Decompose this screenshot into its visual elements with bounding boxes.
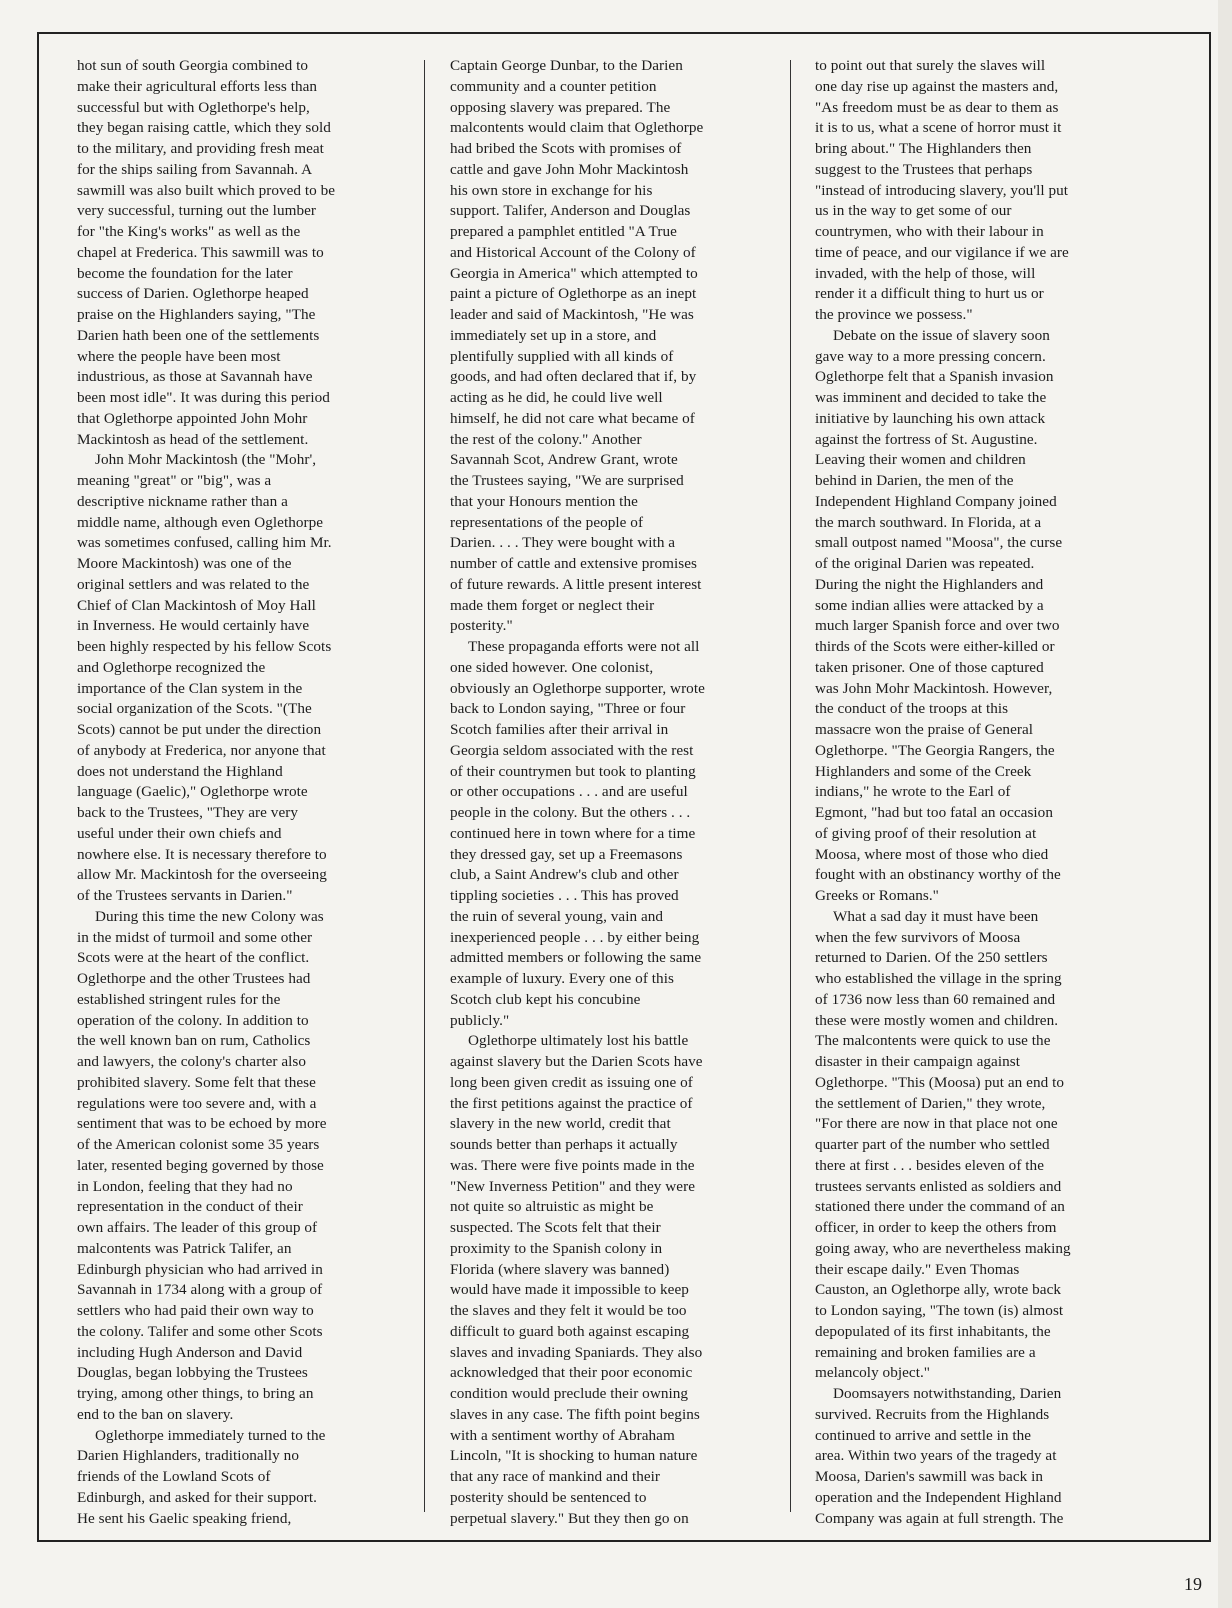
text-line: tippling societies . . . This has proved xyxy=(450,887,679,904)
text-line: not quite so altruistic as might be xyxy=(450,1198,654,1216)
text-line: posterity." xyxy=(450,617,513,635)
text-line: opposing slavery was prepared. The xyxy=(450,98,671,116)
text-line: melancoly object." xyxy=(815,1364,931,1382)
text-line: of the original Darien was repeated. xyxy=(815,555,1035,572)
text-line: Scotch families after their arrival in xyxy=(450,721,669,738)
column-divider xyxy=(424,60,425,1512)
text-line: "For there are now in that place not one xyxy=(815,1115,1058,1133)
text-line: of future rewards. A little present interest xyxy=(450,575,702,593)
text-line: Darien. . . . They were bought with a xyxy=(450,534,676,552)
text-line: was imminent and decided to take the xyxy=(815,389,1047,406)
text-line: of the Trustees servants in Darien." xyxy=(77,887,293,904)
text-line: Oglethorpe. "This (Moosa) put an end to xyxy=(815,1073,1064,1091)
text-line: Moosa, Darien's sawmill was back in xyxy=(815,1468,1044,1485)
text-line: of anybody at Frederica, nor anyone that xyxy=(77,741,326,759)
text-line: "As freedom must be as dear to them as xyxy=(815,98,1059,116)
text-column-2 xyxy=(450,56,770,1529)
text-line: in London, feeling that they had no xyxy=(77,1177,293,1195)
text-line: Company was again at full strength. The xyxy=(815,1509,1064,1527)
text-line: going away, who are nevertheless making xyxy=(815,1239,1071,1257)
text-line: Oglethorpe. "The Georgia Rangers, the xyxy=(815,741,1055,759)
text-line: trustees servants enlisted as soldiers and xyxy=(815,1177,1062,1195)
text-line: Leaving their women and children xyxy=(815,451,1026,469)
text-line: Georgia seldom associated with the rest xyxy=(450,741,694,759)
text-line: or other occupations . . . and are useful xyxy=(450,783,688,801)
text-line: the first petitions against the practice of xyxy=(450,1094,693,1112)
text-line: established stringent rules for the xyxy=(77,990,281,1008)
text-line: friends of the Lowland Scots of xyxy=(77,1468,271,1485)
text-line: his own store in exchange for his xyxy=(450,181,653,199)
text-line: sounds better than perhaps it actually xyxy=(450,1136,678,1153)
text-line: and Historical Account of the Colony of xyxy=(450,243,696,261)
text-line: countrymen, who with their labour in xyxy=(815,223,1044,240)
text-line: The malcontents were quick to use the xyxy=(815,1032,1051,1050)
text-line: slaves in any case. The fifth point begins xyxy=(450,1405,700,1423)
text-line: and Oglethorpe recognized the xyxy=(77,658,266,676)
text-line: language (Gaelic)," Oglethorpe wrote xyxy=(77,783,308,801)
text-line: would have made it impossible to keep xyxy=(450,1281,689,1299)
text-line: proximity to the Spanish colony in xyxy=(450,1239,663,1257)
text-line: indians," he wrote to the Earl of xyxy=(815,783,1011,801)
text-line: where the people have been most xyxy=(77,347,281,365)
text-line: Debate on the issue of slavery soon xyxy=(833,326,1050,344)
text-line: back to the Trustees, "They are very xyxy=(77,804,298,821)
text-line: "instead of introducing slavery, you'll put xyxy=(815,181,1069,199)
text-line: the conduct of the troops at this xyxy=(815,700,1009,718)
text-line: for "the King's works" as well as the xyxy=(77,223,301,240)
text-line: success of Darien. Oglethorpe heaped xyxy=(77,285,309,303)
text-line: acknowledged that their poor economic xyxy=(450,1364,693,1382)
text-line: suggest to the Trustees that perhaps xyxy=(815,160,1033,178)
text-line: the march southward. In Florida, at a xyxy=(815,513,1042,531)
text-line: the settlement of Darien," they wrote, xyxy=(815,1094,1046,1112)
text-line: Oglethorpe immediately turned to the xyxy=(95,1426,326,1444)
text-line: behind in Darien, the men of the xyxy=(815,472,1014,489)
text-line: to point out that surely the slaves will xyxy=(815,57,1046,74)
text-line: disaster in their campaign against xyxy=(815,1053,1020,1070)
text-line: been most idle". It was during this period xyxy=(77,389,330,406)
text-line: paint a picture of Oglethorpe as an inept xyxy=(450,285,697,303)
text-line: himself, he did not care what became of xyxy=(450,409,695,427)
text-line: bring about." The Highlanders then xyxy=(815,140,1032,157)
text-line: long been given credit as issuing one of xyxy=(450,1073,693,1091)
text-line: who established the village in the spring xyxy=(815,970,1062,987)
text-line: to London saying, "The town (is) almost xyxy=(815,1302,1064,1319)
text-line: end to the ban on slavery. xyxy=(77,1405,234,1423)
text-line: support. Talifer, Anderson and Douglas xyxy=(450,202,691,220)
text-line: later, resented beging governed by those xyxy=(77,1156,324,1174)
text-line: Captain George Dunbar, to the Darien xyxy=(450,57,683,74)
text-line: that Oglethorpe appointed John Mohr xyxy=(77,409,308,427)
text-line: Scots) cannot be put under the direction xyxy=(77,721,322,738)
text-line: of the American colonist some 35 years xyxy=(77,1136,320,1153)
text-line: social organization of the Scots. "(The xyxy=(77,700,312,718)
text-line: Oglethorpe and the other Trustees had xyxy=(77,970,311,987)
text-line: stationed there under the command of an xyxy=(815,1198,1065,1216)
text-line: perpetual slavery." But they then go on xyxy=(450,1509,689,1527)
text-line: Savannah Scot, Andrew Grant, wrote xyxy=(450,451,678,469)
text-line: that any race of mankind and their xyxy=(450,1468,661,1485)
text-line: time of peace, and our vigilance if we are xyxy=(815,243,1069,261)
text-line: settlers who had paid their own way to xyxy=(77,1302,314,1319)
text-line: number of cattle and extensive promises xyxy=(450,555,697,572)
text-line: one sided however. One colonist, xyxy=(450,658,654,676)
text-line: allow Mr. Mackintosh for the overseeing xyxy=(77,866,327,884)
text-line: was John Mohr Mackintosh. However, xyxy=(815,679,1053,697)
text-line: difficult to guard both against escaping xyxy=(450,1322,690,1340)
text-line: importance of the Clan system in the xyxy=(77,679,303,697)
article-frame xyxy=(37,32,1211,1542)
text-line: Florida (where slavery was banned) xyxy=(450,1260,670,1278)
text-line: render it a difficult thing to hurt us or xyxy=(815,285,1044,303)
text-column-3 xyxy=(815,56,1135,1529)
text-line: returned to Darien. Of the 250 settlers xyxy=(815,949,1048,967)
text-line: become the foundation for the later xyxy=(77,264,293,282)
text-line: suspected. The Scots felt that their xyxy=(450,1219,661,1236)
text-line: in Inverness. He would certainly have xyxy=(77,617,310,635)
text-line: the Trustees saying, "We are surprised xyxy=(450,472,684,489)
text-line: Georgia in America" which attempted to xyxy=(450,264,698,282)
text-line: there at first . . . besides eleven of the xyxy=(815,1156,1044,1174)
text-line: club, a Saint Andrew's club and other xyxy=(450,866,679,884)
text-line: industrious, as those at Savannah have xyxy=(77,368,313,386)
text-line: the rest of the colony." Another xyxy=(450,430,642,448)
text-line: chapel at Frederica. This sawmill was to xyxy=(77,243,324,261)
paragraph xyxy=(77,56,397,450)
text-line: Moore Mackintosh) was one of the xyxy=(77,555,292,572)
text-line: very successful, turning out the lumber xyxy=(77,202,316,220)
paragraph xyxy=(450,56,770,637)
text-line: continued to arrive and settle in the xyxy=(815,1426,1032,1444)
text-line: does not understand the Highland xyxy=(77,762,283,780)
text-line: "New Inverness Petition" and they were xyxy=(450,1177,695,1195)
text-line: continued here in town where for a time xyxy=(450,824,696,842)
text-line: John Mohr Mackintosh (the "Mohr', xyxy=(95,451,317,469)
text-line: obviously an Oglethorpe supporter, wrote xyxy=(450,679,705,697)
text-line: made them forget or neglect their xyxy=(450,596,655,614)
text-line: malcontents was Patrick Talifer, an xyxy=(77,1239,292,1257)
page-edge xyxy=(1218,0,1232,1608)
text-line: cattle and gave John Mohr Mackintosh xyxy=(450,160,689,178)
text-line: invaded, with the help of those, will xyxy=(815,264,1036,282)
text-line: much larger Spanish force and over two xyxy=(815,617,1060,635)
text-line: small outpost named "Moosa", the curse xyxy=(815,534,1063,552)
text-line: admitted members or following the same xyxy=(450,949,702,967)
text-line: in the midst of turmoil and some other xyxy=(77,928,313,946)
text-line: example of luxury. Every one of this xyxy=(450,970,674,987)
paragraph xyxy=(815,1384,1135,1529)
text-line: praise on the Highlanders saying, "The xyxy=(77,306,316,323)
text-line: prepared a pamphlet entitled "A True xyxy=(450,223,677,240)
text-line: successful but with Oglethorpe's help, xyxy=(77,98,310,116)
text-line: representation in the conduct of their xyxy=(77,1198,303,1216)
text-line: Scotch club kept his concubine xyxy=(450,990,641,1008)
text-line: Darien Highlanders, traditionally no xyxy=(77,1447,299,1465)
text-line: taken prisoner. One of those captured xyxy=(815,658,1044,676)
text-line: sawmill was also built which proved to be xyxy=(77,181,336,199)
text-line: against the fortress of St. Augustine. xyxy=(815,430,1038,448)
text-line: prohibited slavery. Some felt that these xyxy=(77,1073,316,1091)
text-line: descriptive nickname rather than a xyxy=(77,492,288,510)
text-line: goods, and had often declared that if, by xyxy=(450,368,697,386)
text-line: publicly." xyxy=(450,1011,510,1029)
text-line: own affairs. The leader of this group of xyxy=(77,1219,318,1236)
text-line: leader and said of Mackintosh, "He was xyxy=(450,306,694,323)
text-line: was sometimes confused, calling him Mr. xyxy=(77,534,332,552)
text-line: Egmont, "had but too fatal an occasion xyxy=(815,804,1053,821)
paragraph xyxy=(815,326,1135,907)
text-line: useful under their own chiefs and xyxy=(77,824,282,842)
text-line: What a sad day it must have been xyxy=(833,907,1039,925)
text-line: these were mostly women and children. xyxy=(815,1011,1059,1029)
text-line: it is to us, what a scene of horror must it xyxy=(815,119,1062,137)
text-line: These propaganda efforts were not all xyxy=(468,638,700,655)
text-line: representations of the people of xyxy=(450,513,644,531)
text-line: During the night the Highlanders and xyxy=(815,575,1044,593)
text-line: the province we possess." xyxy=(815,306,973,323)
text-line: trying, among other things, to bring an xyxy=(77,1385,314,1402)
text-line: Highlanders and some of the Creek xyxy=(815,762,1032,780)
paragraph xyxy=(77,907,397,1426)
text-line: the well known ban on rum, Catholics xyxy=(77,1032,311,1050)
text-line: us in the way to get some of our xyxy=(815,202,1012,220)
text-line: slavery in the new world, credit that xyxy=(450,1115,671,1133)
text-line: against slavery but the Darien Scots have xyxy=(450,1053,703,1070)
text-line: community and a counter petition xyxy=(450,77,657,95)
page-number: 19 xyxy=(1184,1574,1202,1594)
text-line: sentiment that was to be echoed by more xyxy=(77,1115,327,1133)
text-line: malcontents would claim that Oglethorpe xyxy=(450,119,704,137)
text-line: the ruin of several young, vain and xyxy=(450,907,664,925)
text-column-1 xyxy=(77,56,397,1529)
text-line: He sent his Gaelic speaking friend, xyxy=(77,1509,292,1527)
text-line: people in the colony. But the others . . . xyxy=(450,804,691,821)
paragraph xyxy=(815,907,1135,1384)
text-line: they began raising cattle, which they sold xyxy=(77,119,331,137)
text-line: Greeks or Romans." xyxy=(815,887,939,904)
text-line: remaining and broken families are a xyxy=(815,1343,1036,1361)
text-line: survived. Recruits from the Highlands xyxy=(815,1405,1050,1423)
text-line: their escape daily." Even Thomas xyxy=(815,1260,1020,1278)
text-line: Mackintosh as head of the settlement. xyxy=(77,430,309,448)
text-line: when the few survivors of Moosa xyxy=(815,928,1021,946)
text-line: Edinburgh, and asked for their support. xyxy=(77,1488,317,1506)
text-line: was. There were five points made in the xyxy=(450,1156,695,1174)
text-line: hot sun of south Georgia combined to xyxy=(77,57,308,74)
text-line: posterity should be sentenced to xyxy=(450,1488,647,1506)
text-line: Independent Highland Company joined xyxy=(815,492,1057,510)
text-line: Doomsayers notwithstanding, Darien xyxy=(833,1385,1062,1402)
text-line: that your Honours mention the xyxy=(450,492,638,510)
text-line: officer, in order to keep the others from xyxy=(815,1219,1057,1236)
text-line: plentifully supplied with all kinds of xyxy=(450,347,674,365)
text-line: operation of the colony. In addition to xyxy=(77,1011,309,1029)
text-line: slaves and invading Spaniards. They also xyxy=(450,1343,703,1361)
text-line: Chief of Clan Mackintosh of Moy Hall xyxy=(77,596,316,614)
text-line: some indian allies were attacked by a xyxy=(815,596,1044,614)
text-line: the colony. Talifer and some other Scots xyxy=(77,1322,323,1340)
column-divider xyxy=(790,60,791,1512)
text-line: acting as he did, he could live well xyxy=(450,389,663,406)
text-line: had bribed the Scots with promises of xyxy=(450,140,682,157)
text-line: and lawyers, the colony's charter also xyxy=(77,1053,306,1070)
text-line: depopulated of its first inhabitants, the xyxy=(815,1322,1051,1340)
text-line: middle name, although even Oglethorpe xyxy=(77,513,324,531)
text-line: operation and the Independent Highland xyxy=(815,1488,1062,1506)
text-line: make their agricultural efforts less than xyxy=(77,77,318,95)
text-line: inexperienced people . . . by either being xyxy=(450,928,700,946)
text-line: Causton, an Oglethorpe ally, wrote back xyxy=(815,1281,1062,1299)
text-line: to the military, and providing fresh meat xyxy=(77,140,324,157)
text-line: thirds of the Scots were either-killed or xyxy=(815,638,1055,655)
text-line: fought with an obstinancy worthy of the xyxy=(815,866,1061,884)
paragraph xyxy=(77,450,397,907)
text-line: Darien hath been one of the settlements xyxy=(77,326,320,344)
paragraph xyxy=(77,1426,397,1530)
text-line: Lincoln, "It is shocking to human nature xyxy=(450,1447,698,1465)
text-line: area. Within two years of the tragedy at xyxy=(815,1447,1057,1465)
text-line: one day rise up against the masters and, xyxy=(815,77,1059,95)
text-line: with a sentiment worthy of Abraham xyxy=(450,1426,675,1444)
text-line: original settlers and was related to the xyxy=(77,575,310,593)
text-line: quarter part of the number who settled xyxy=(815,1136,1050,1153)
text-line: of 1736 now less than 60 remained and xyxy=(815,990,1056,1008)
text-line: immediately set up in a store, and xyxy=(450,326,657,344)
text-line: During this time the new Colony was xyxy=(95,907,324,925)
text-line: they dressed gay, set up a Freemasons xyxy=(450,845,683,863)
paragraph xyxy=(450,637,770,1031)
text-line: of their countrymen but took to planting xyxy=(450,762,696,780)
text-line: massacre won the praise of General xyxy=(815,721,1034,738)
text-line: Douglas, began lobbying the Trustees xyxy=(77,1364,308,1382)
text-line: condition would preclude their owning xyxy=(450,1385,689,1402)
text-line: Oglethorpe felt that a Spanish invasion xyxy=(815,368,1054,386)
text-line: nowhere else. It is necessary therefore to xyxy=(77,845,327,863)
text-line: regulations were too severe and, with a xyxy=(77,1094,317,1112)
paragraph xyxy=(815,56,1135,326)
text-line: Savannah in 1734 along with a group of xyxy=(77,1281,323,1299)
text-line: of giving proof of their resolution at xyxy=(815,824,1037,842)
text-line: initiative by launching his own attack xyxy=(815,409,1046,427)
text-line: Oglethorpe ultimately lost his battle xyxy=(468,1032,689,1050)
text-line: been highly respected by his fellow Scots xyxy=(77,638,332,655)
text-line: back to London saying, "Three or four xyxy=(450,700,686,718)
text-line: meaning "great" or "big", was a xyxy=(77,472,272,489)
text-line: Edinburgh physician who had arrived in xyxy=(77,1260,323,1278)
text-line: Scots were at the heart of the conflict. xyxy=(77,949,310,967)
paragraph xyxy=(450,1031,770,1529)
text-line: Moosa, where most of those who died xyxy=(815,845,1049,863)
text-line: for the ships sailing from Savannah. A xyxy=(77,160,313,178)
text-line: including Hugh Anderson and David xyxy=(77,1343,303,1361)
text-line: gave way to a more pressing concern. xyxy=(815,347,1046,365)
text-line: the slaves and they felt it would be too xyxy=(450,1302,687,1319)
